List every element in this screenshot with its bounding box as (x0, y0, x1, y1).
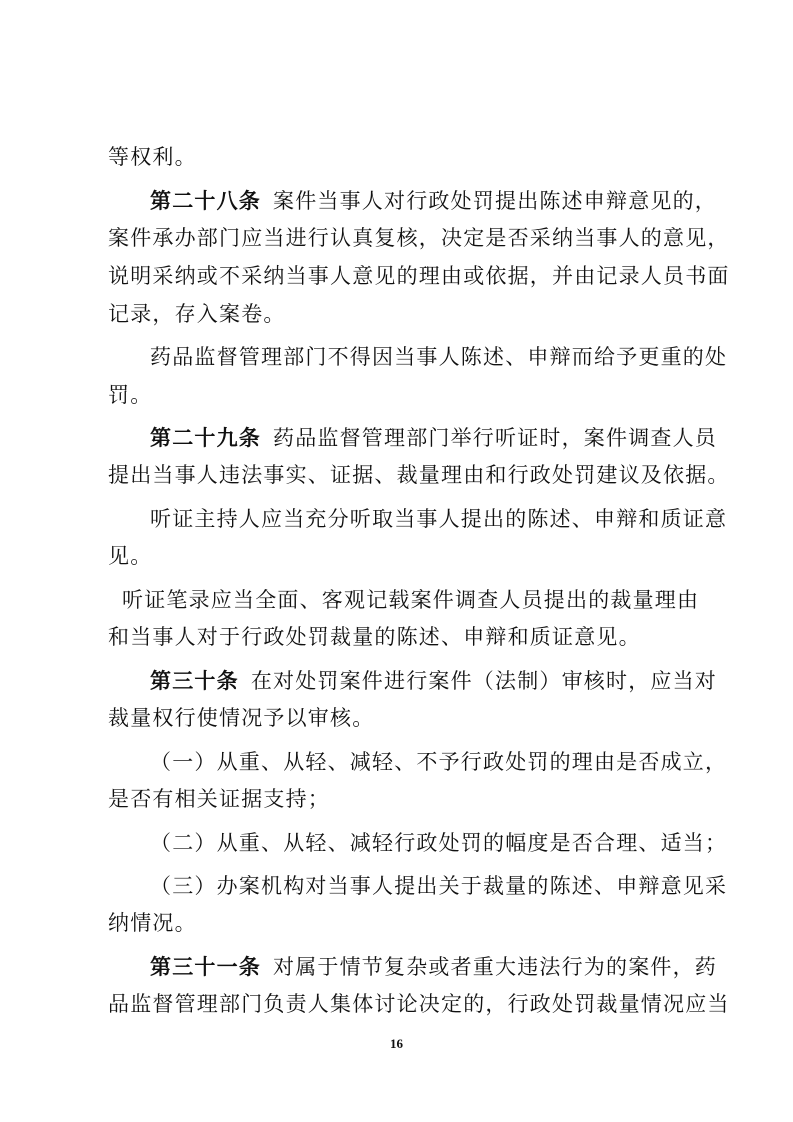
text-line: 听证笔录应当全面、客观记载案件调查人员提出的裁量理由 (122, 588, 700, 612)
list-item-1-line: （一）从重、从轻、减轻、不予行政处罚的理由是否成立， (150, 750, 728, 774)
article-label: 第二十八条 (150, 189, 261, 213)
article-28-heading-line: 第二十八条 案件当事人对行政处罚提出陈述申辩意见的， (150, 189, 717, 213)
text-line: 药品监督管理部门不得因当事人陈述、申辩而给予更重的处 (150, 345, 728, 369)
page-number: 16 (390, 1036, 403, 1051)
article-30-heading-line: 第三十条 在对处罚案件进行案件（法制）审核时，应当对 (150, 669, 718, 693)
list-item-3-line: （三）办案机构对当事人提出关于裁量的陈述、申辩意见采 (150, 874, 728, 898)
article-29-heading-line: 第二十九条 药品监督管理部门举行听证时，案件调查人员 (150, 426, 717, 450)
text-line: 是否有相关证据支持； (108, 787, 330, 811)
text-line: 裁量权行使情况予以审核。 (108, 706, 375, 730)
list-item-2-line: （二）从重、从轻、减轻行政处罚的幅度是否合理、适当； (150, 831, 728, 855)
text-line: 罚。 (108, 383, 153, 407)
text-line: 案件承办部门应当进行认真复核，决定是否采纳当事人的意见， (108, 226, 730, 250)
text-line: 纳情况。 (108, 911, 197, 935)
text-line: 说明采纳或不采纳当事人意见的理由或依据，并由记录人员书面 (108, 264, 730, 288)
article-label: 第二十九条 (150, 426, 261, 450)
text-line: 提出当事人违法事实、证据、裁量理由和行政处罚建议及依据。 (108, 463, 730, 487)
article-label: 第三十一条 (150, 955, 261, 979)
text-line: 听证主持人应当充分听取当事人提出的陈述、申辩和质证意 (150, 507, 728, 531)
text-line: 等权利。 (108, 145, 197, 169)
text-line: 见。 (108, 544, 153, 568)
article-label: 第三十条 (150, 669, 239, 693)
text-line: 记录，存入案卷。 (108, 302, 286, 326)
text-line: 品监督管理部门负责人集体讨论决定的，行政处罚裁量情况应当 (108, 992, 730, 1016)
article-31-heading-line: 第三十一条 对属于情节复杂或者重大违法行为的案件，药 (150, 955, 717, 979)
text-line: 和当事人对于行政处罚裁量的陈述、申辩和质证意见。 (108, 625, 641, 649)
